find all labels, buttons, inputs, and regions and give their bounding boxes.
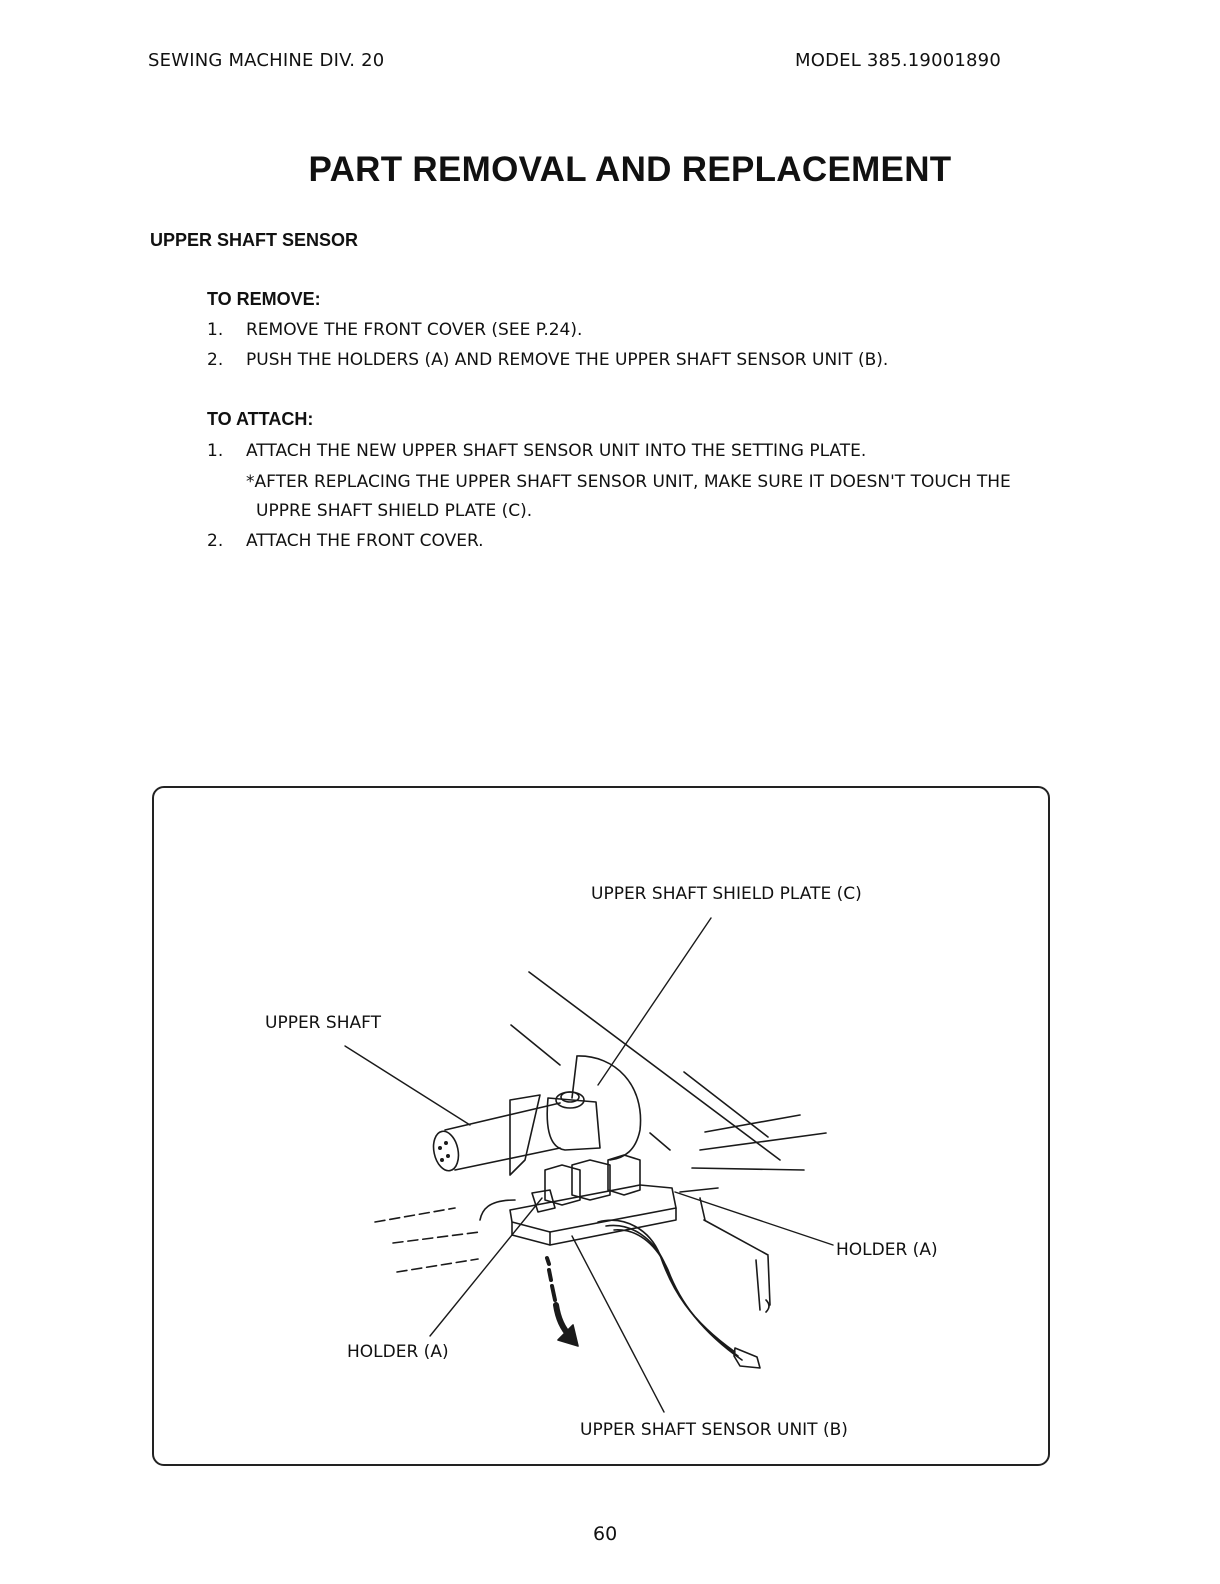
- attach-note-line-1: *AFTER REPLACING THE UPPER SHAFT SENSOR UNIT, MAKE SURE IT DOESN'T TOUCH THE: [246, 472, 1011, 492]
- label-shield-plate: UPPER SHAFT SHIELD PLATE (C): [591, 884, 862, 904]
- upper-shaft: [430, 1103, 560, 1173]
- leader-lines: [345, 918, 833, 1412]
- header-right: MODEL 385.19001890: [795, 50, 1001, 71]
- step-text: PUSH THE HOLDERS (A) AND REMOVE THE UPPER SHAFT SENSOR UNIT (B).: [246, 350, 889, 370]
- label-sensor-unit: UPPER SHAFT SENSOR UNIT (B): [580, 1420, 848, 1440]
- label-holder-left: HOLDER (A): [347, 1342, 449, 1362]
- attach-heading: TO ATTACH:: [207, 409, 314, 429]
- step-text: ATTACH THE FRONT COVER.: [246, 531, 484, 551]
- remove-heading: TO REMOVE:: [207, 289, 321, 309]
- header-left: SEWING MACHINE DIV. 20: [148, 50, 385, 71]
- page-number: 60: [593, 1523, 618, 1545]
- section-subheading: UPPER SHAFT SENSOR: [150, 230, 359, 250]
- sensor-unit: [510, 1155, 676, 1245]
- step-number: 1.: [207, 441, 224, 461]
- shield-plate: [510, 1056, 641, 1175]
- step-number: 1.: [207, 320, 224, 340]
- step-number: 2.: [207, 531, 224, 551]
- step-text: REMOVE THE FRONT COVER (SEE P.24).: [246, 320, 583, 340]
- page-title: PART REMOVAL AND REPLACEMENT: [308, 150, 952, 189]
- step-number: 2.: [207, 350, 224, 370]
- removal-arrow: [547, 1258, 578, 1346]
- attach-note-line-2: UPPRE SHAFT SHIELD PLATE (C).: [256, 501, 533, 521]
- machine-frame-lines: [511, 972, 826, 1312]
- dashed-lines: [375, 1208, 480, 1272]
- step-text: ATTACH THE NEW UPPER SHAFT SENSOR UNIT INTO THE SETTING PLATE.: [246, 441, 867, 461]
- label-upper-shaft: UPPER SHAFT: [265, 1013, 381, 1033]
- label-holder-right: HOLDER (A): [836, 1240, 938, 1260]
